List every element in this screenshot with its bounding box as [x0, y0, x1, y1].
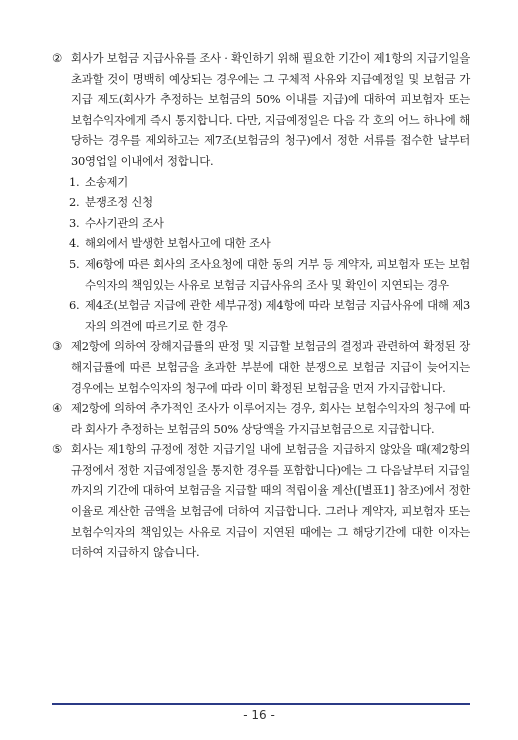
list-item [52, 213, 470, 234]
list-item-text: 분쟁조정 신청 [85, 195, 153, 210]
clause-paragraph-5 [52, 439, 470, 563]
clause-paragraph-4 [52, 398, 470, 439]
list-item [52, 172, 470, 193]
list-item [52, 233, 470, 254]
footer-rule [52, 703, 470, 705]
list-item-text: 제6항에 따른 회사의 조사요청에 대한 동의 거부 등 계약자, 피보험자 또는 보험수익자의 책임있는 사유로 보험금 지급사유의 조사 및 확인이 지연되는 경우 [85, 256, 470, 292]
list-item-number: 3. [69, 215, 80, 230]
clause-number: ② [52, 51, 62, 65]
clause-paragraph-2 [52, 48, 470, 172]
document-body [52, 48, 470, 563]
clause-paragraph-3 [52, 336, 470, 398]
clause-text: 회사가 보험금 지급사유를 조사 · 확인하기 위해 필요한 기간이 제1항의 지급기일을 초과할 것이 명백히 예상되는 경우에는 그 구체적 사유와 지급예정일 및 보험금 가지급 제도(회사가 추정하는 보험금의 50% 이내를 지급)에 대하여 피보험자 또는 보험수익자에게 즉시 통지합니다. 다만, 지급예정일은 다음 각 호의 어느 하나에 해당하는 경우를 제외하고는 제7조(보험금의 청구)에서 정한 서류를 접수한 날부터 30영업일 이내에서 정합니다. [71, 51, 470, 168]
clause-text: 제2항에 의하여 추가적인 조사가 이루어지는 경우, 회사는 보험수익자의 청구에 따라 회사가 추정하는 보험금의 50% 상당액을 가지급보험금으로 지급합니다. [71, 401, 470, 436]
clause-text: 제2항에 의하여 장해지급률의 판정 및 지급할 보험금의 결정과 관련하여 확정된 장해지급률에 따른 보험금을 초과한 부분에 대한 분쟁으로 보험금 지급이 늦어지는 경우에는 보험수익자의 청구에 따라 이미 확정된 보험금을 먼저 가지급합니다. [71, 339, 470, 395]
clause-number: ③ [52, 339, 62, 354]
list-item-text: 소송제기 [85, 174, 129, 189]
list-item [52, 254, 470, 295]
list-item-number: 2. [69, 195, 80, 210]
clause-text: 회사는 제1항의 규정에 정한 지급기일 내에 보험금을 지급하지 않았을 때(제2항의 규정에서 정한 지급예정일을 통지한 경우를 포함합니다)에는 그 다음날부터 지급일까지의 기간에 대하여 보험금을 지급할 때의 적립이율 계산([별표1] 참조)에서 정한 이율로 계산한 금액을 보험금에 더하여 지급합니다. 그러나 계약자, 피보험자 또는 보험수익자의 책임있는 사유로 지급이 지연된 때에는 그 해당기간에 대한 이자는 더하여 지급하지 않습니다. [71, 442, 470, 560]
exception-list [52, 172, 470, 337]
list-item-number: 4. [69, 236, 80, 251]
list-item-text: 수사기관의 조사 [85, 215, 164, 230]
clause-number: ④ [52, 401, 62, 416]
clause-number: ⑤ [52, 442, 62, 457]
list-item-text: 제4조(보험금 지급에 관한 세부규정) 제4항에 따라 보험금 지급사유에 대해 제3자의 의견에 따르기로 한 경우 [85, 298, 470, 333]
page-number: - 16 - [243, 708, 275, 722]
list-item-text: 해외에서 발생한 보험사고에 대한 조사 [85, 236, 271, 251]
list-item-number: 5. [69, 256, 80, 271]
list-item-number: 6. [69, 298, 80, 313]
list-item [52, 295, 470, 336]
list-item-number: 1. [69, 174, 80, 189]
list-item [52, 192, 470, 213]
